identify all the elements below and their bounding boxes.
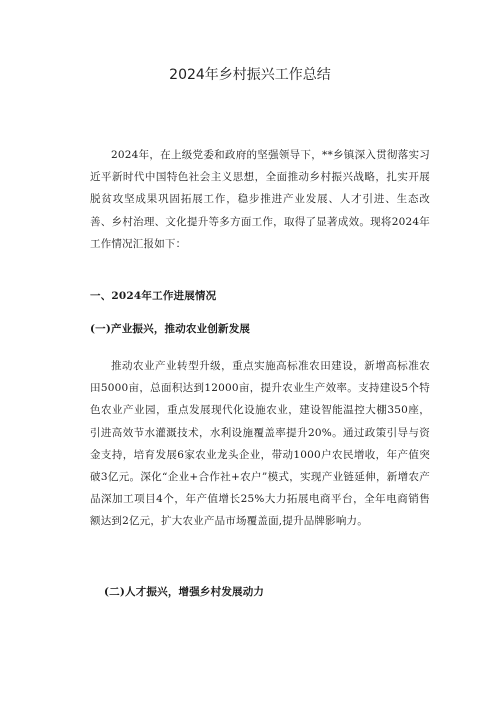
document-title: 2024年乡村振兴工作总结 xyxy=(169,67,331,83)
subsection-heading-talent: (二)人才振兴，增强乡村发展动力 xyxy=(104,586,265,598)
subsection-heading-industry: (一)产业振兴，推动农业创新发展 xyxy=(90,323,251,335)
section-heading: 一、2024年工作进展情况 xyxy=(90,290,217,302)
industry-paragraph: 推动农业产业转型升级，重点实施高标准农田建设，新增高标准农田5000亩，总面积达到12000亩，提升农业生产效率。支持建设5个特色农业产业园，重点发展现代化设施农业，建设智能温控大棚350座，引进高效节水灌溉技术，水利设施覆盖率提升20%。通过政策引导与资金支持，培育发展6家农业龙头企业，带动1000户农民增收，年产值突破3亿元。深化“企业+合作社+农户”模式，实现产业链延伸，新增农产品深加工项目4个，年产值增长25%大力拓展电商平台，全年电商销售额达到2亿元，扩大农业产品市场覆盖面,提升品牌影响力。 xyxy=(90,360,430,528)
intro-paragraph: 2024年，在上级党委和政府的坚强领导下，**乡镇深入贯彻落实习近平新时代中国特色社会主义思想，全面推动乡村振兴战略，扎实开展脱贫攻坚成果巩固拓展工作，稳步推进产业发展、人才引进、生态改善、乡村治理、文化提升等多方面工作，取得了显著成效。现将2024年工作情况汇报如下： xyxy=(90,149,430,250)
